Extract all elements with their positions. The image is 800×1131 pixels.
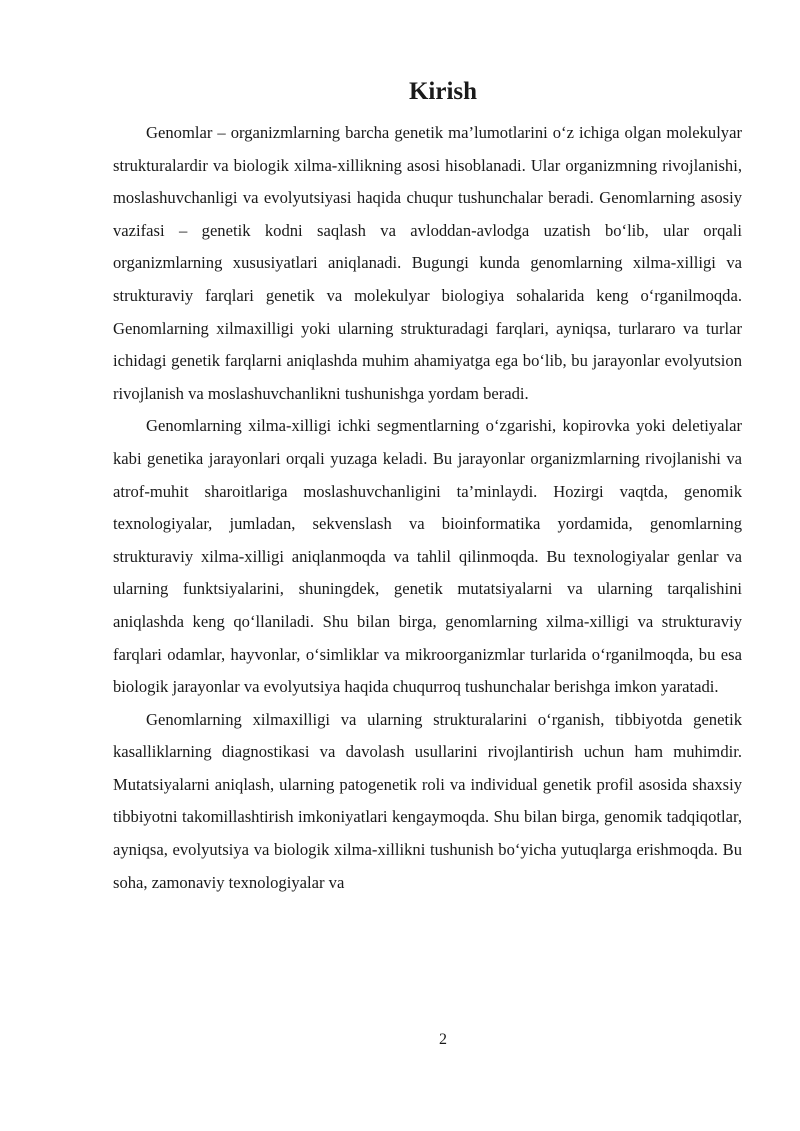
paragraph-1: Genomlar – organizmlarning barcha genetik ma’lumotlarini o‘z ichiga olgan molekulyar strukturalardir va biologik xilma-xillikning asosi hisoblanadi. Ular organizmning rivojlanishi, moslashuvchanligi va evolyutsiyasi haqida chuqur tushunchalar beradi. Genomlarning asosiy vazifasi – genetik kodni saqlash va avloddan-avlodga uzatish bo‘lib, ular orqali organizmlarning xususiyatlari aniqlanadi. Bugungi kunda genomlarning xilma-xilligi va strukturaviy farqlari genetik va molekulyar biologiya sohalarida keng o‘rganilmoqda. Genomlarning xilmaxilligi yoki ularning strukturadagi farqlari, ayniqsa, turlararo va turlar ichidagi genetik farqlarni aniqlashda muhim ahamiyatga ega bo‘lib, bu jarayonlar evolyutsion rivojlanish va moslashuvchanlikni tushunishga yordam beradi. bbox=[113, 123, 742, 403]
page-number: 2 bbox=[439, 1031, 447, 1048]
page-title: Kirish bbox=[408, 78, 478, 105]
paragraph-3: Genomlarning xilmaxilligi va ularning strukturalarini o‘rganish, tibbiyotda genetik kasalliklarning diagnostikasi va davolash usullarini rivojlantirish uchun ham muhimdir. Mutatsiyalarni aniqlash, ularning patogenetik roli va individual genetik profil asosida shaxsiy tibbiyotni takomillashtirish imkoniyatlari kengaymoqda. Shu bilan birga, genomik tadqiqotlar, ayniqsa, evolyutsiya va biologik xilma-xillikni tushunish bo‘yicha yutuqlarga erishmoqda. Bu soha, zamonaviy texnologiyalar va bbox=[113, 709, 742, 892]
body-text bbox=[113, 117, 742, 899]
paragraph-2: Genomlarning xilma-xilligi ichki segmentlarning o‘zgarishi, kopirovka yoki deletiyalar kabi genetika jarayonlari orqali yuzaga keladi. Bu jarayonlar organizmlarning rivojlanishi va atrof-muhit sharoitlariga moslashuvchanligini ta’minlaydi. Hozirgi vaqtda, genomik texnologiyalar, jumladan, sekvenslash va bioinformatika yordamida, genomlarning strukturaviy xilma-xilligi aniqlanmoqda va tahlil qilinmoqda. Bu texnologiyalar genlar va ularning funktsiyalarini, shuningdek, genetik mutatsiyalarni va ularning tarqalishini aniqlashda keng qo‘llaniladi. Shu bilan birga, genomlarning xilma-xilligi va strukturaviy farqlari odamlar, hayvonlar, o‘simliklar va mikroorganizmlar turlarida o‘rganilmoqda, bu esa biologik jarayonlar va evolyutsiya haqida chuqurroq tushunchalar berishga imkon yaratadi. bbox=[113, 416, 742, 697]
